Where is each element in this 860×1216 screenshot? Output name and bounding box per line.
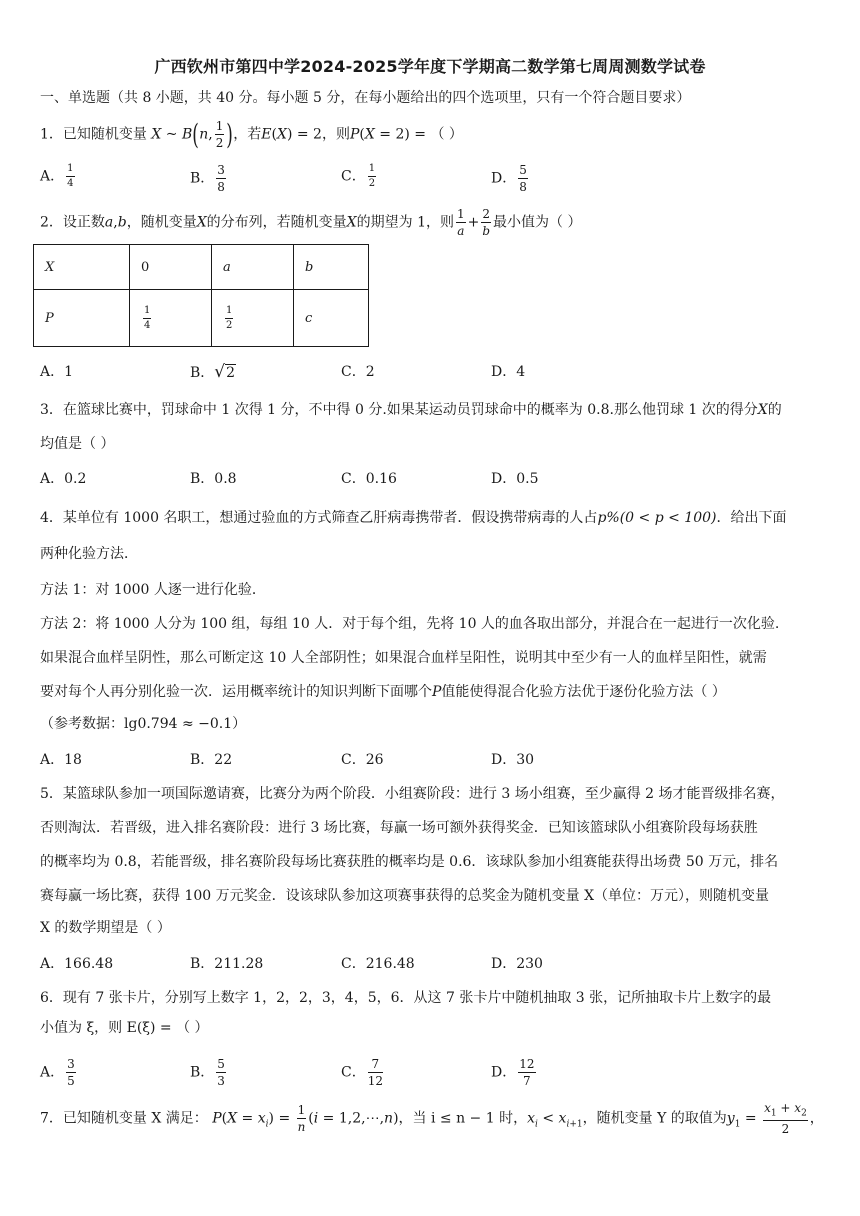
q4-option-c[interactable]: C．26	[341, 752, 384, 768]
q6-option-a[interactable]: A． $\frac{3}{5}$	[40, 1057, 75, 1088]
question-1-text: 已知随机变量	[62, 126, 147, 143]
q6-option-c[interactable]: C． $\frac{7}{12}$	[341, 1057, 383, 1088]
q3-option-a[interactable]: A．0.2	[40, 471, 87, 487]
question-1: 1．已知随机变量 X ~ B(n, $\frac{1}{2}$ )，若E(X) = 2，则P(X = 2) = （ ）	[40, 117, 463, 151]
q1-option-d[interactable]: D． $\frac{5}{8}$	[491, 163, 527, 194]
q6-option-b[interactable]: B． $\frac{5}{3}$	[190, 1057, 225, 1088]
page-title: 广西钦州市第四中学2024-2025学年度下学期高二数学第七周周测数学试卷	[154, 57, 706, 76]
q4-option-a[interactable]: A．18	[40, 752, 82, 768]
q2-option-a[interactable]: A．1	[40, 364, 74, 380]
q1-option-b[interactable]: B． $\frac{3}{8}$	[190, 163, 225, 194]
question-4-cont: 两种化验方法．	[40, 546, 138, 562]
question-4-method-2: 方法 2：将 1000 人分为 100 组，每组 10 人．对于每个组，先将 10 人的血各取出部分，并混合在一起进行一次化验.	[40, 616, 780, 632]
question-3: 3．在篮球比赛中，罚球命中 1 次得 1 分，不中得 0 分.如果某运动员罚球命中的概率为 0.8.那么他罚球 1 次的得分X的	[40, 402, 782, 418]
q4-option-d[interactable]: D．30	[491, 752, 535, 768]
question-4-reference: （参考数据：lg0.794 ≈ −0.1）	[40, 716, 247, 732]
q5-option-c[interactable]: C．216.48	[341, 956, 415, 972]
question-1-number: 1．	[40, 126, 63, 143]
question-3-cont: 均值是（ ）	[40, 436, 115, 452]
table-row: X 0 a b	[34, 245, 369, 290]
q1-option-a[interactable]: A． $\frac{1}{4}$	[40, 163, 74, 189]
q2-option-c[interactable]: C．2	[341, 364, 375, 380]
question-6-line-2: 小值为 ξ，则 E(ξ) = （ ）	[40, 1020, 209, 1036]
section-heading: 一、单选题	[40, 90, 110, 106]
q5-option-d[interactable]: D．230	[491, 956, 543, 972]
question-5-line-5: X 的数学期望是（ ）	[40, 920, 171, 936]
distribution-table	[33, 244, 369, 347]
q2-option-b[interactable]: B．√2	[190, 362, 236, 382]
section-instructions: （共 8 小题，共 40 分。每小题 5 分，在每小题给出的四个选项里，只有一个符合题目要求）	[110, 90, 691, 106]
q4-option-b[interactable]: B．22	[190, 752, 233, 768]
question-4: 4．某单位有 1000 名职工，想通过验血的方式筛查乙肝病毒携带者．假设携带病毒的人占p%(0 < p < 100)．给出下面	[40, 510, 787, 526]
q3-option-c[interactable]: C．0.16	[341, 471, 397, 487]
question-6-line-1: 6．现有 7 张卡片，分别写上数字 1，2，2，3，4，5，6．从这 7 张卡片中随机抽取 3 张，记所抽取卡片上数字的最	[40, 990, 772, 1006]
question-5-line-4: 赛每赢一场比赛，获得 100 万元奖金．设该球队参加这项赛事获得的总奖金为随机变量 X（单位：万元），则随机变量	[40, 888, 770, 904]
q5-option-a[interactable]: A．166.48	[40, 956, 114, 972]
question-2: 2．设正数a,b，随机变量X的分布列，若随机变量X的期望为 1，则 $\frac{1}{a}$ + $\frac{2}{b}$ 最小值为（ ）	[40, 207, 582, 238]
q2-option-d[interactable]: D．4	[491, 364, 526, 380]
q3-option-b[interactable]: B．0.8	[190, 471, 237, 487]
question-4-method-2-cont: 如果混合血样呈阴性，那么可断定这 10 人全部阴性；如果混合血样呈阳性，说明其中至少有一人的血样呈阳性，就需	[40, 650, 767, 666]
q5-option-b[interactable]: B．211.28	[190, 956, 264, 972]
question-5-line-2: 否则淘汰．若晋级，进入排名赛阶段：进行 3 场比赛，每赢一场可额外获得奖金．已知该篮球队小组赛阶段每场获胜	[40, 820, 758, 836]
question-7: 7．已知随机变量 X 满足： $P(X = x_i)$ = $\frac{1}{n}$ (i = 1,2,⋯,n)，当 i ≤ n − 1 时，$x_i < x_{i+1}$，随机变量 Y 的取值为$y_1$ = $\frac{x_1 + x_2}{2}$ ，	[40, 1101, 824, 1137]
question-5-line-3: 的概率均为 0.8，若能晋级，排名赛阶段每场比赛获胜的概率均是 0.6．该球队参加小组赛能获得出场费 50 万元，排名	[40, 854, 779, 870]
q6-option-d[interactable]: D． $\frac{12}{7}$	[491, 1057, 535, 1088]
question-4-method-1: 方法 1：对 1000 人逐一进行化验．	[40, 582, 266, 598]
question-4-method-2-cont2: 要对每个人再分别化验一次．运用概率统计的知识判断下面哪个P值能使得混合化验方法优于逐份化验方法（ ）	[40, 684, 726, 700]
q1-option-c[interactable]: C． $\frac{1}{2}$	[341, 163, 376, 189]
q3-option-d[interactable]: D．0.5	[491, 471, 539, 487]
question-5-line-1: 5．某篮球队参加一项国际邀请赛，比赛分为两个阶段．小组赛阶段：进行 3 场小组赛，至少赢得 2 场才能晋级排名赛，	[40, 786, 785, 802]
section-heading-line	[40, 88, 690, 108]
table-row: P $\frac{1}{4}$ $\frac{1}{2}$ c	[34, 290, 369, 347]
